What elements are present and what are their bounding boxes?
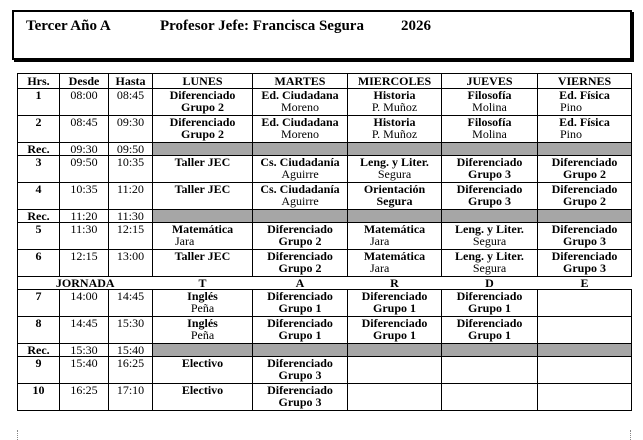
teacher-name: Profesor Jefe: Francisca Segura (160, 18, 364, 34)
class-cell (153, 250, 253, 277)
end-time: 15:30 (109, 317, 153, 344)
class-cell (253, 156, 348, 183)
jornada-letter: R (348, 277, 442, 290)
end-time: 08:45 (109, 89, 153, 116)
subject-name: Ed. Física (559, 88, 610, 102)
subject-name: Leng. y Liter. (455, 249, 524, 263)
end-time: 12:15 (109, 223, 153, 250)
group-name: Grupo 1 (372, 328, 416, 342)
recess-block (253, 210, 348, 223)
teacher-name: Pino (560, 127, 583, 141)
class-cell (538, 89, 632, 116)
end-time: 17:10 (109, 384, 153, 411)
recess-label: Rec. (18, 210, 60, 223)
period-row (18, 156, 632, 183)
start-time: 09:30 (60, 143, 109, 156)
group-name: Grupo 3 (562, 234, 606, 248)
recess-row (18, 344, 632, 357)
class-cell (153, 357, 253, 384)
col-desde: Desde (60, 74, 109, 89)
subject-name: Diferenciado (361, 289, 428, 303)
group-name: Grupo 3 (278, 368, 322, 382)
start-time: 11:30 (60, 223, 109, 250)
start-time: 08:45 (60, 116, 109, 143)
jornada-letter: T (153, 277, 253, 290)
subject-name: Electivo (181, 356, 224, 370)
class-cell (442, 116, 538, 143)
class-cell (348, 357, 442, 384)
subject-name: Historia (373, 88, 416, 102)
start-time: 09:50 (60, 156, 109, 183)
period-number: 4 (18, 183, 60, 210)
recess-block (442, 210, 538, 223)
class-cell (442, 290, 538, 317)
period-number: 6 (18, 250, 60, 277)
class-cell (348, 183, 442, 210)
class-cell (442, 384, 538, 411)
subject-name: Leng. y Liter. (455, 222, 524, 236)
class-cell (538, 317, 632, 344)
jornada-label: JORNADA (18, 277, 153, 290)
class-cell (253, 89, 348, 116)
end-time: 11:30 (109, 210, 153, 223)
class-cell (538, 183, 632, 210)
group-name: Grupo 3 (278, 395, 322, 409)
group-name: Grupo 2 (278, 234, 322, 248)
page-margin-right (630, 430, 631, 440)
subject-name: Diferenciado (551, 249, 618, 263)
class-cell (538, 290, 632, 317)
course-title: Tercer Año A (26, 18, 111, 34)
recess-label: Rec. (18, 143, 60, 156)
class-cell (153, 183, 253, 210)
class-cell (153, 317, 253, 344)
start-time: 16:25 (60, 384, 109, 411)
class-cell (538, 250, 632, 277)
subject-name: Diferenciado (169, 115, 236, 129)
class-cell (153, 156, 253, 183)
period-row (18, 223, 632, 250)
subject-name: Diferenciado (551, 155, 618, 169)
end-time: 15:40 (109, 344, 153, 357)
group-name: Grupo 2 (562, 194, 606, 208)
subject-name: Filosofía (467, 88, 512, 102)
class-cell (253, 317, 348, 344)
subject-name: Diferenciado (267, 289, 333, 303)
group-name: Segura (376, 194, 413, 208)
teacher-name: P. Muñoz (371, 127, 418, 141)
period-number: 1 (18, 89, 60, 116)
subject-name: Inglés (187, 289, 218, 303)
period-row (18, 183, 632, 210)
class-cell (348, 250, 442, 277)
col-hrs: Hrs. (18, 74, 60, 89)
teacher-name: Moreno (281, 127, 319, 141)
group-name: Grupo 3 (562, 261, 606, 275)
class-cell (348, 384, 442, 411)
recess-block (538, 344, 632, 357)
col-miercoles: MIERCOLES (348, 74, 442, 89)
group-name: Grupo 1 (278, 328, 322, 342)
class-cell (442, 156, 538, 183)
class-cell (538, 384, 632, 411)
subject-name: Diferenciado (267, 383, 333, 397)
teacher-name: Molina (472, 127, 507, 141)
col-martes: MARTES (253, 74, 348, 89)
period-number: 5 (18, 223, 60, 250)
col-hasta: Hasta (109, 74, 153, 89)
period-number: 3 (18, 156, 60, 183)
jornada-letter: A (253, 277, 348, 290)
class-cell (442, 89, 538, 116)
subject-name: Ed. Ciudadana (261, 88, 339, 102)
class-cell (348, 290, 442, 317)
period-row (18, 116, 632, 143)
group-name: Grupo 3 (467, 167, 511, 181)
class-cell (538, 156, 632, 183)
period-row (18, 317, 632, 344)
class-cell (442, 357, 538, 384)
start-time: 14:00 (60, 290, 109, 317)
teacher-name: Peña (190, 328, 215, 342)
group-name: Grupo 2 (562, 167, 606, 181)
subject-name: Cs. Ciudadanía (260, 182, 340, 196)
col-viernes: VIERNES (538, 74, 632, 89)
col-jueves: JUEVES (442, 74, 538, 89)
teacher-name: Aguirre (281, 194, 319, 208)
schedule-table (17, 73, 632, 411)
end-time: 14:45 (109, 290, 153, 317)
col-lunes: LUNES (153, 74, 253, 89)
subject-name: Diferenciado (456, 182, 523, 196)
period-row (18, 357, 632, 384)
subject-name: Historia (373, 115, 416, 129)
class-cell (348, 317, 442, 344)
class-cell (442, 317, 538, 344)
subject-name: Diferenciado (361, 316, 428, 330)
end-time: 09:30 (109, 116, 153, 143)
class-cell (442, 223, 538, 250)
subject-name: Taller JEC (174, 182, 231, 196)
teacher-name: Segura (472, 234, 507, 248)
subject-name: Diferenciado (169, 88, 236, 102)
class-cell (153, 89, 253, 116)
teacher-name: Peña (190, 301, 215, 315)
period-row (18, 89, 632, 116)
class-cell (153, 116, 253, 143)
group-name: Grupo 1 (467, 301, 511, 315)
period-number: 8 (18, 317, 60, 344)
group-name: Grupo 3 (467, 194, 511, 208)
period-row (18, 384, 632, 411)
teacher-name: Jara (370, 234, 390, 248)
class-cell (253, 223, 348, 250)
jornada-letter: D (442, 277, 538, 290)
school-year: 2026 (401, 18, 431, 34)
recess-row (18, 143, 632, 156)
group-name: Grupo 1 (278, 301, 322, 315)
class-cell (538, 357, 632, 384)
recess-block (538, 210, 632, 223)
end-time: 10:35 (109, 156, 153, 183)
subject-name: Matemática (363, 249, 426, 263)
subject-name: Diferenciado (267, 356, 333, 370)
subject-name: Diferenciado (267, 249, 333, 263)
class-cell (253, 183, 348, 210)
jornada-letter: E (538, 277, 632, 290)
subject-name: Cs. Ciudadanía (260, 155, 340, 169)
recess-block (348, 210, 442, 223)
recess-label: Rec. (18, 344, 60, 357)
period-number: 2 (18, 116, 60, 143)
group-name: Grupo 2 (180, 100, 224, 114)
period-row (18, 250, 632, 277)
afternoon-divider-row (18, 277, 632, 290)
page-margin-left (17, 430, 18, 440)
header-row (18, 74, 632, 89)
subject-name: Electivo (181, 383, 224, 397)
subject-name: Diferenciado (551, 182, 618, 196)
subject-name: Leng. y Liter. (360, 155, 429, 169)
class-cell (348, 89, 442, 116)
group-name: Grupo 1 (372, 301, 416, 315)
subject-name: Taller JEC (174, 249, 231, 263)
recess-block (538, 143, 632, 156)
recess-block (348, 143, 442, 156)
start-time: 12:15 (60, 250, 109, 277)
class-cell (442, 250, 538, 277)
subject-name: Inglés (187, 316, 218, 330)
recess-block (442, 143, 538, 156)
teacher-name: P. Muñoz (371, 100, 418, 114)
group-name: Grupo 2 (278, 261, 322, 275)
subject-name: Diferenciado (267, 316, 333, 330)
subject-name: Taller JEC (174, 155, 231, 169)
start-time: 14:45 (60, 317, 109, 344)
end-time: 11:20 (109, 183, 153, 210)
start-time: 08:00 (60, 89, 109, 116)
recess-block (253, 344, 348, 357)
class-cell (153, 384, 253, 411)
group-name: Grupo 1 (467, 328, 511, 342)
subject-name: Diferenciado (267, 222, 333, 236)
recess-block (442, 344, 538, 357)
class-cell (348, 156, 442, 183)
end-time: 16:25 (109, 357, 153, 384)
period-number: 10 (18, 384, 60, 411)
recess-block (153, 344, 253, 357)
teacher-name: Aguirre (281, 167, 319, 181)
class-cell (348, 116, 442, 143)
class-cell (253, 357, 348, 384)
start-time: 10:35 (60, 183, 109, 210)
subject-name: Filosofía (467, 115, 512, 129)
subject-name: Diferenciado (456, 155, 523, 169)
class-cell (153, 223, 253, 250)
teacher-name: Segura (472, 261, 507, 275)
teacher-name: Molina (472, 100, 507, 114)
class-cell (538, 223, 632, 250)
teacher-name: Pino (560, 100, 583, 114)
class-cell (253, 250, 348, 277)
recess-block (153, 210, 253, 223)
subject-name: Matemática (363, 222, 426, 236)
class-cell (442, 183, 538, 210)
subject-name: Orientación (363, 182, 426, 196)
subject-name: Ed. Física (559, 115, 610, 129)
start-time: 15:40 (60, 357, 109, 384)
teacher-name: Jara (370, 261, 390, 275)
recess-block (153, 143, 253, 156)
class-cell (348, 223, 442, 250)
class-cell (253, 290, 348, 317)
teacher-name: Jara (175, 234, 195, 248)
start-time: 11:20 (60, 210, 109, 223)
header-box (12, 10, 632, 60)
end-time: 13:00 (109, 250, 153, 277)
recess-row (18, 210, 632, 223)
class-cell (538, 116, 632, 143)
subject-name: Diferenciado (456, 316, 523, 330)
period-row (18, 290, 632, 317)
teacher-name: Moreno (281, 100, 319, 114)
recess-block (348, 344, 442, 357)
period-number: 7 (18, 290, 60, 317)
class-cell (153, 290, 253, 317)
teacher-name: Segura (377, 167, 412, 181)
class-cell (253, 384, 348, 411)
recess-block (253, 143, 348, 156)
start-time: 15:30 (60, 344, 109, 357)
subject-name: Diferenciado (456, 289, 523, 303)
subject-name: Matemática (171, 222, 234, 236)
subject-name: Diferenciado (551, 222, 618, 236)
end-time: 09:50 (109, 143, 153, 156)
period-number: 9 (18, 357, 60, 384)
subject-name: Ed. Ciudadana (261, 115, 339, 129)
class-cell (253, 116, 348, 143)
group-name: Grupo 2 (180, 127, 224, 141)
